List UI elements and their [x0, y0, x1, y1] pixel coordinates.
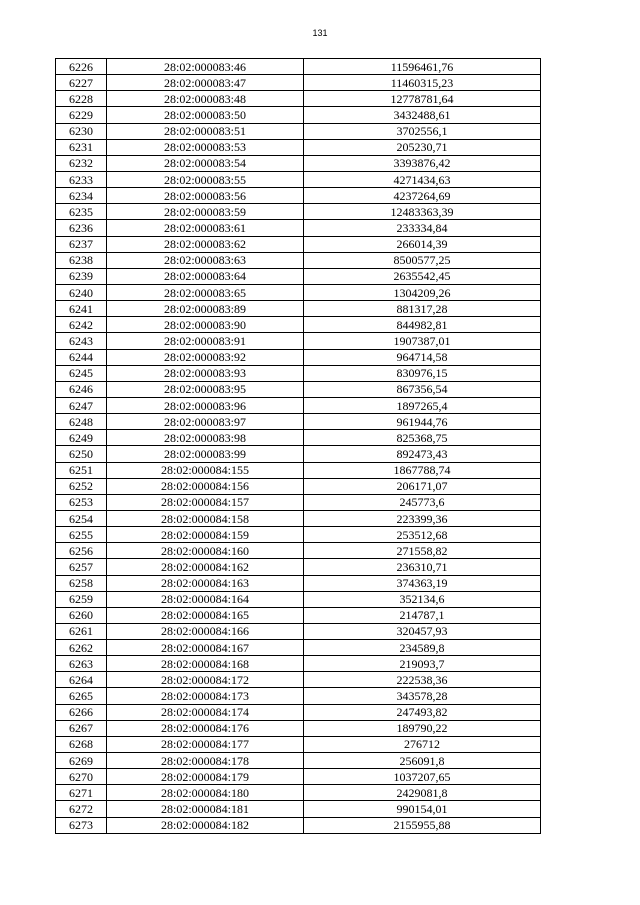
row-number-cell: 6246: [56, 381, 107, 397]
cadastral-value-cell: 1907387,01: [304, 333, 541, 349]
cadastral-number-cell: 28:02:000084:172: [107, 672, 304, 688]
row-number-cell: 6273: [56, 817, 107, 833]
row-number-cell: 6250: [56, 446, 107, 462]
cadastral-value-cell: 12483363,39: [304, 204, 541, 220]
cadastral-number-cell: 28:02:000084:167: [107, 640, 304, 656]
table-row: [56, 397, 541, 413]
cadastral-value-cell: 2155955,88: [304, 817, 541, 833]
table-row: [56, 527, 541, 543]
table-row: [56, 381, 541, 397]
row-number-cell: 6269: [56, 753, 107, 769]
cadastral-value-cell: 189790,22: [304, 720, 541, 736]
cadastral-number-cell: 28:02:000083:48: [107, 91, 304, 107]
cadastral-number-cell: 28:02:000083:50: [107, 107, 304, 123]
table-row: [56, 688, 541, 704]
row-number-cell: 6258: [56, 575, 107, 591]
row-number-cell: 6263: [56, 656, 107, 672]
row-number-cell: 6244: [56, 349, 107, 365]
cadastral-number-cell: 28:02:000084:181: [107, 801, 304, 817]
cadastral-value-cell: 214787,1: [304, 607, 541, 623]
cadastral-number-cell: 28:02:000083:62: [107, 236, 304, 252]
cadastral-number-cell: 28:02:000084:182: [107, 817, 304, 833]
row-number-cell: 6254: [56, 510, 107, 526]
table-row: [56, 349, 541, 365]
cadastral-value-cell: 219093,7: [304, 656, 541, 672]
table-row: [56, 720, 541, 736]
row-number-cell: 6239: [56, 268, 107, 284]
table-row: [56, 753, 541, 769]
table-row: [56, 107, 541, 123]
cadastral-number-cell: 28:02:000083:96: [107, 397, 304, 413]
cadastral-value-cell: 205230,71: [304, 139, 541, 155]
table-row: [56, 236, 541, 252]
row-number-cell: 6230: [56, 123, 107, 139]
cadastral-number-cell: 28:02:000083:63: [107, 252, 304, 268]
cadastral-number-cell: 28:02:000084:177: [107, 736, 304, 752]
table-row: [56, 204, 541, 220]
cadastral-value-cell: 11596461,76: [304, 59, 541, 75]
table-row: [56, 559, 541, 575]
row-number-cell: 6252: [56, 478, 107, 494]
row-number-cell: 6266: [56, 704, 107, 720]
cadastral-number-cell: 28:02:000084:157: [107, 494, 304, 510]
row-number-cell: 6240: [56, 284, 107, 300]
row-number-cell: 6270: [56, 769, 107, 785]
table-row: [56, 252, 541, 268]
row-number-cell: 6248: [56, 414, 107, 430]
table-row: [56, 462, 541, 478]
table-row: [56, 317, 541, 333]
table-row: [56, 769, 541, 785]
cadastral-number-cell: 28:02:000084:155: [107, 462, 304, 478]
cadastral-value-cell: 11460315,23: [304, 75, 541, 91]
row-number-cell: 6255: [56, 527, 107, 543]
cadastral-value-cell: 236310,71: [304, 559, 541, 575]
cadastral-number-cell: 28:02:000083:59: [107, 204, 304, 220]
table-row: [56, 220, 541, 236]
cadastral-value-cell: 256091,8: [304, 753, 541, 769]
page-number: 131: [312, 28, 328, 38]
cadastral-number-cell: 28:02:000084:162: [107, 559, 304, 575]
cadastral-value-cell: 233334,84: [304, 220, 541, 236]
cadastral-number-cell: 28:02:000084:178: [107, 753, 304, 769]
table-row: [56, 817, 541, 833]
cadastral-value-cell: 276712: [304, 736, 541, 752]
cadastral-number-cell: 28:02:000083:99: [107, 446, 304, 462]
cadastral-value-cell: 320457,93: [304, 623, 541, 639]
cadastral-value-cell: 830976,15: [304, 365, 541, 381]
cadastral-number-cell: 28:02:000084:165: [107, 607, 304, 623]
table-row: [56, 640, 541, 656]
table-row: [56, 268, 541, 284]
table-row: [56, 188, 541, 204]
row-number-cell: 6264: [56, 672, 107, 688]
row-number-cell: 6235: [56, 204, 107, 220]
row-number-cell: 6237: [56, 236, 107, 252]
cadastral-number-cell: 28:02:000083:47: [107, 75, 304, 91]
cadastral-value-cell: 2429081,8: [304, 785, 541, 801]
row-number-cell: 6256: [56, 543, 107, 559]
row-number-cell: 6231: [56, 139, 107, 155]
cadastral-value-cell: 12778781,64: [304, 91, 541, 107]
cadastral-number-cell: 28:02:000083:91: [107, 333, 304, 349]
row-number-cell: 6234: [56, 188, 107, 204]
cadastral-number-cell: 28:02:000084:180: [107, 785, 304, 801]
cadastral-number-cell: 28:02:000083:51: [107, 123, 304, 139]
table-row: [56, 510, 541, 526]
cadastral-number-cell: 28:02:000083:64: [107, 268, 304, 284]
row-number-cell: 6253: [56, 494, 107, 510]
table-row: [56, 59, 541, 75]
cadastral-number-cell: 28:02:000083:53: [107, 139, 304, 155]
row-number-cell: 6259: [56, 591, 107, 607]
cadastral-value-cell: 245773,6: [304, 494, 541, 510]
cadastral-number-cell: 28:02:000084:159: [107, 527, 304, 543]
cadastral-value-cell: 881317,28: [304, 301, 541, 317]
row-number-cell: 6267: [56, 720, 107, 736]
cadastral-value-cell: 1897265,4: [304, 397, 541, 413]
table-row: [56, 284, 541, 300]
cadastral-value-cell: 3702556,1: [304, 123, 541, 139]
table-row: [56, 494, 541, 510]
cadastral-value-cell: 206171,07: [304, 478, 541, 494]
row-number-cell: 6243: [56, 333, 107, 349]
cadastral-value-cell: 961944,76: [304, 414, 541, 430]
table-row: [56, 478, 541, 494]
table-row: [56, 704, 541, 720]
table-row: [56, 75, 541, 91]
row-number-cell: 6238: [56, 252, 107, 268]
cadastral-number-cell: 28:02:000084:173: [107, 688, 304, 704]
table-row: [56, 123, 541, 139]
row-number-cell: 6229: [56, 107, 107, 123]
table-row: [56, 446, 541, 462]
row-number-cell: 6233: [56, 171, 107, 187]
row-number-cell: 6227: [56, 75, 107, 91]
cadastral-number-cell: 28:02:000083:46: [107, 59, 304, 75]
row-number-cell: 6226: [56, 59, 107, 75]
cadastral-value-cell: 3432488,61: [304, 107, 541, 123]
row-number-cell: 6257: [56, 559, 107, 575]
table-row: [56, 672, 541, 688]
cadastral-value-cell: 844982,81: [304, 317, 541, 333]
row-number-cell: 6261: [56, 623, 107, 639]
row-number-cell: 6251: [56, 462, 107, 478]
table-row: [56, 301, 541, 317]
cadastral-number-cell: 28:02:000084:166: [107, 623, 304, 639]
row-number-cell: 6271: [56, 785, 107, 801]
table-row: [56, 591, 541, 607]
cadastral-number-cell: 28:02:000084:156: [107, 478, 304, 494]
table-row: [56, 139, 541, 155]
cadastral-value-table: [55, 58, 541, 834]
cadastral-value-cell: 2635542,45: [304, 268, 541, 284]
table-row: [56, 430, 541, 446]
cadastral-number-cell: 28:02:000084:164: [107, 591, 304, 607]
cadastral-number-cell: 28:02:000083:95: [107, 381, 304, 397]
cadastral-number-cell: 28:02:000084:179: [107, 769, 304, 785]
cadastral-number-cell: 28:02:000083:61: [107, 220, 304, 236]
cadastral-value-cell: 892473,43: [304, 446, 541, 462]
row-number-cell: 6262: [56, 640, 107, 656]
cadastral-number-cell: 28:02:000084:163: [107, 575, 304, 591]
cadastral-number-cell: 28:02:000084:158: [107, 510, 304, 526]
table-row: [56, 543, 541, 559]
cadastral-value-cell: 3393876,42: [304, 155, 541, 171]
table-row: [56, 785, 541, 801]
cadastral-value-cell: 990154,01: [304, 801, 541, 817]
cadastral-number-cell: 28:02:000083:65: [107, 284, 304, 300]
cadastral-value-cell: 271558,82: [304, 543, 541, 559]
cadastral-value-cell: 4237264,69: [304, 188, 541, 204]
cadastral-number-cell: 28:02:000084:174: [107, 704, 304, 720]
cadastral-value-cell: 825368,75: [304, 430, 541, 446]
row-number-cell: 6268: [56, 736, 107, 752]
cadastral-number-cell: 28:02:000084:176: [107, 720, 304, 736]
row-number-cell: 6232: [56, 155, 107, 171]
cadastral-value-cell: 352134,6: [304, 591, 541, 607]
cadastral-value-cell: 266014,39: [304, 236, 541, 252]
cadastral-value-cell: 247493,82: [304, 704, 541, 720]
cadastral-value-cell: 222538,36: [304, 672, 541, 688]
cadastral-number-cell: 28:02:000084:168: [107, 656, 304, 672]
table-row: [56, 575, 541, 591]
cadastral-number-cell: 28:02:000083:54: [107, 155, 304, 171]
table-row: [56, 414, 541, 430]
cadastral-number-cell: 28:02:000083:90: [107, 317, 304, 333]
row-number-cell: 6241: [56, 301, 107, 317]
cadastral-value-cell: 253512,68: [304, 527, 541, 543]
cadastral-value-cell: 4271434,63: [304, 171, 541, 187]
table-row: [56, 623, 541, 639]
cadastral-number-cell: 28:02:000083:55: [107, 171, 304, 187]
row-number-cell: 6245: [56, 365, 107, 381]
cadastral-number-cell: 28:02:000083:93: [107, 365, 304, 381]
row-number-cell: 6228: [56, 91, 107, 107]
table-row: [56, 91, 541, 107]
cadastral-value-cell: 223399,36: [304, 510, 541, 526]
cadastral-number-cell: 28:02:000083:56: [107, 188, 304, 204]
cadastral-number-cell: 28:02:000084:160: [107, 543, 304, 559]
row-number-cell: 6247: [56, 397, 107, 413]
table-body: [56, 59, 541, 834]
table-row: [56, 801, 541, 817]
cadastral-value-cell: 964714,58: [304, 349, 541, 365]
cadastral-number-cell: 28:02:000083:98: [107, 430, 304, 446]
row-number-cell: 6236: [56, 220, 107, 236]
cadastral-value-cell: 867356,54: [304, 381, 541, 397]
row-number-cell: 6265: [56, 688, 107, 704]
row-number-cell: 6249: [56, 430, 107, 446]
cadastral-number-cell: 28:02:000083:97: [107, 414, 304, 430]
table-row: [56, 171, 541, 187]
row-number-cell: 6260: [56, 607, 107, 623]
cadastral-number-cell: 28:02:000083:92: [107, 349, 304, 365]
table-row: [56, 607, 541, 623]
table-row: [56, 333, 541, 349]
cadastral-value-cell: 1037207,65: [304, 769, 541, 785]
cadastral-number-cell: 28:02:000083:89: [107, 301, 304, 317]
cadastral-value-cell: 1867788,74: [304, 462, 541, 478]
table-row: [56, 155, 541, 171]
cadastral-value-cell: 374363,19: [304, 575, 541, 591]
cadastral-value-cell: 8500577,25: [304, 252, 541, 268]
table-row: [56, 736, 541, 752]
cadastral-value-cell: 234589,8: [304, 640, 541, 656]
table-row: [56, 365, 541, 381]
table-row: [56, 656, 541, 672]
cadastral-value-cell: 343578,28: [304, 688, 541, 704]
row-number-cell: 6272: [56, 801, 107, 817]
row-number-cell: 6242: [56, 317, 107, 333]
cadastral-value-cell: 1304209,26: [304, 284, 541, 300]
